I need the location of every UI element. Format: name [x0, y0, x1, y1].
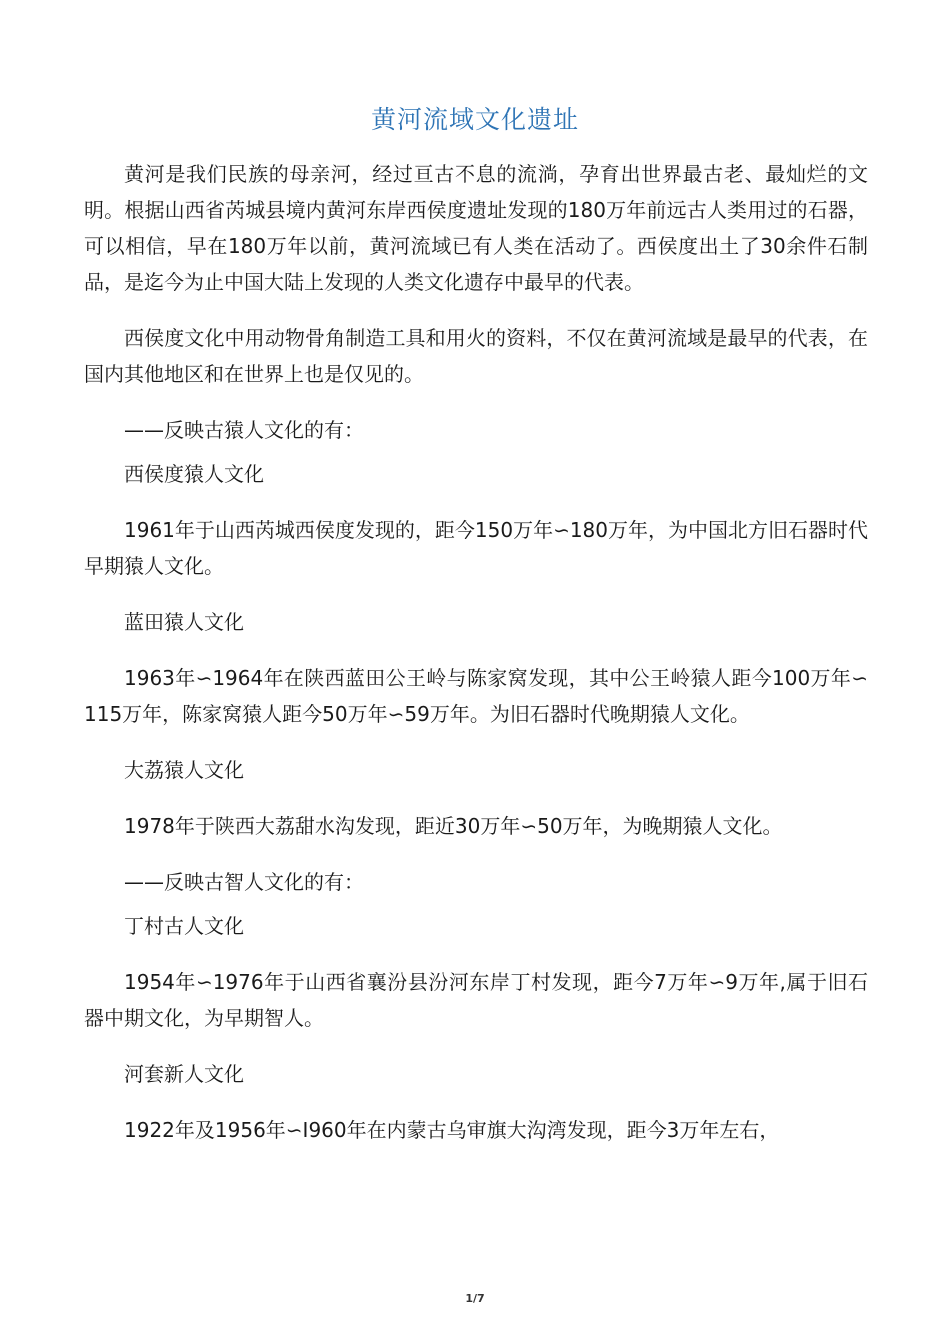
subheading-lantian: 蓝田猿人文化: [124, 610, 244, 634]
page-number: 1/7: [465, 1292, 485, 1305]
subheading-hetao: 河套新人文化: [124, 1062, 244, 1086]
section-heading-homo-sapiens: ——反映古智人文化的有：: [124, 870, 364, 894]
subheading-dali: 大荔猿人文化: [124, 758, 244, 782]
paragraph-lantian: 1963年∽1964年在陕西蓝田公王岭与陈家窝发现，其中公王岭猿人距今100万年∽115万年，陈家窝猿人距今50万年∽59万年。为旧石器时代晚期猿人文化。: [84, 666, 868, 726]
document-title: 黄河流域文化遗址: [370, 105, 579, 134]
section-heading-ape-man: ——反映古猿人文化的有：: [124, 418, 364, 442]
paragraph-xihoudu-tools: 西侯度文化中用动物骨角制造工具和用火的资料，不仅在黄河流域是最早的代表，在国内其他地区和在世界上也是仅见的。: [84, 326, 868, 386]
paragraph-hetao: 1922年及1956年∽I960年在内蒙古乌审旗大沟湾发现，距今3万年左右，: [124, 1118, 780, 1142]
paragraph-dingcun: 1954年∽1976年于山西省襄汾县汾河东岸丁村发现，距今7万年∽9万年,属于旧石器中期文化，为早期智人。: [84, 970, 868, 1030]
paragraph-xihoudu: 1961年于山西芮城西侯度发现的，距今150万年∽180万年，为中国北方旧石器时代早期猿人文化。: [84, 518, 869, 578]
subheading-xihoudu: 西侯度猿人文化: [124, 462, 264, 486]
paragraph-intro: 黄河是我们民族的母亲河，经过亘古不息的流淌，孕育出世界最古老、最灿烂的文明。根据山西省芮城县境内黄河东岸西侯度遗址发现的180万年前远古人类用过的石器，可以相信，早在180万年以前，黄河流域已有人类在活动了。西侯度出土了30余件石制品，是迄今为止中国大陆上发现的人类文化遗存中最早的代表。: [84, 162, 868, 294]
paragraph-dali: 1978年于陕西大荔甜水沟发现，距近30万年∽50万年，为晚期猿人文化。: [124, 814, 783, 838]
subheading-dingcun: 丁村古人文化: [124, 914, 244, 938]
document-body: [84, 156, 868, 1148]
